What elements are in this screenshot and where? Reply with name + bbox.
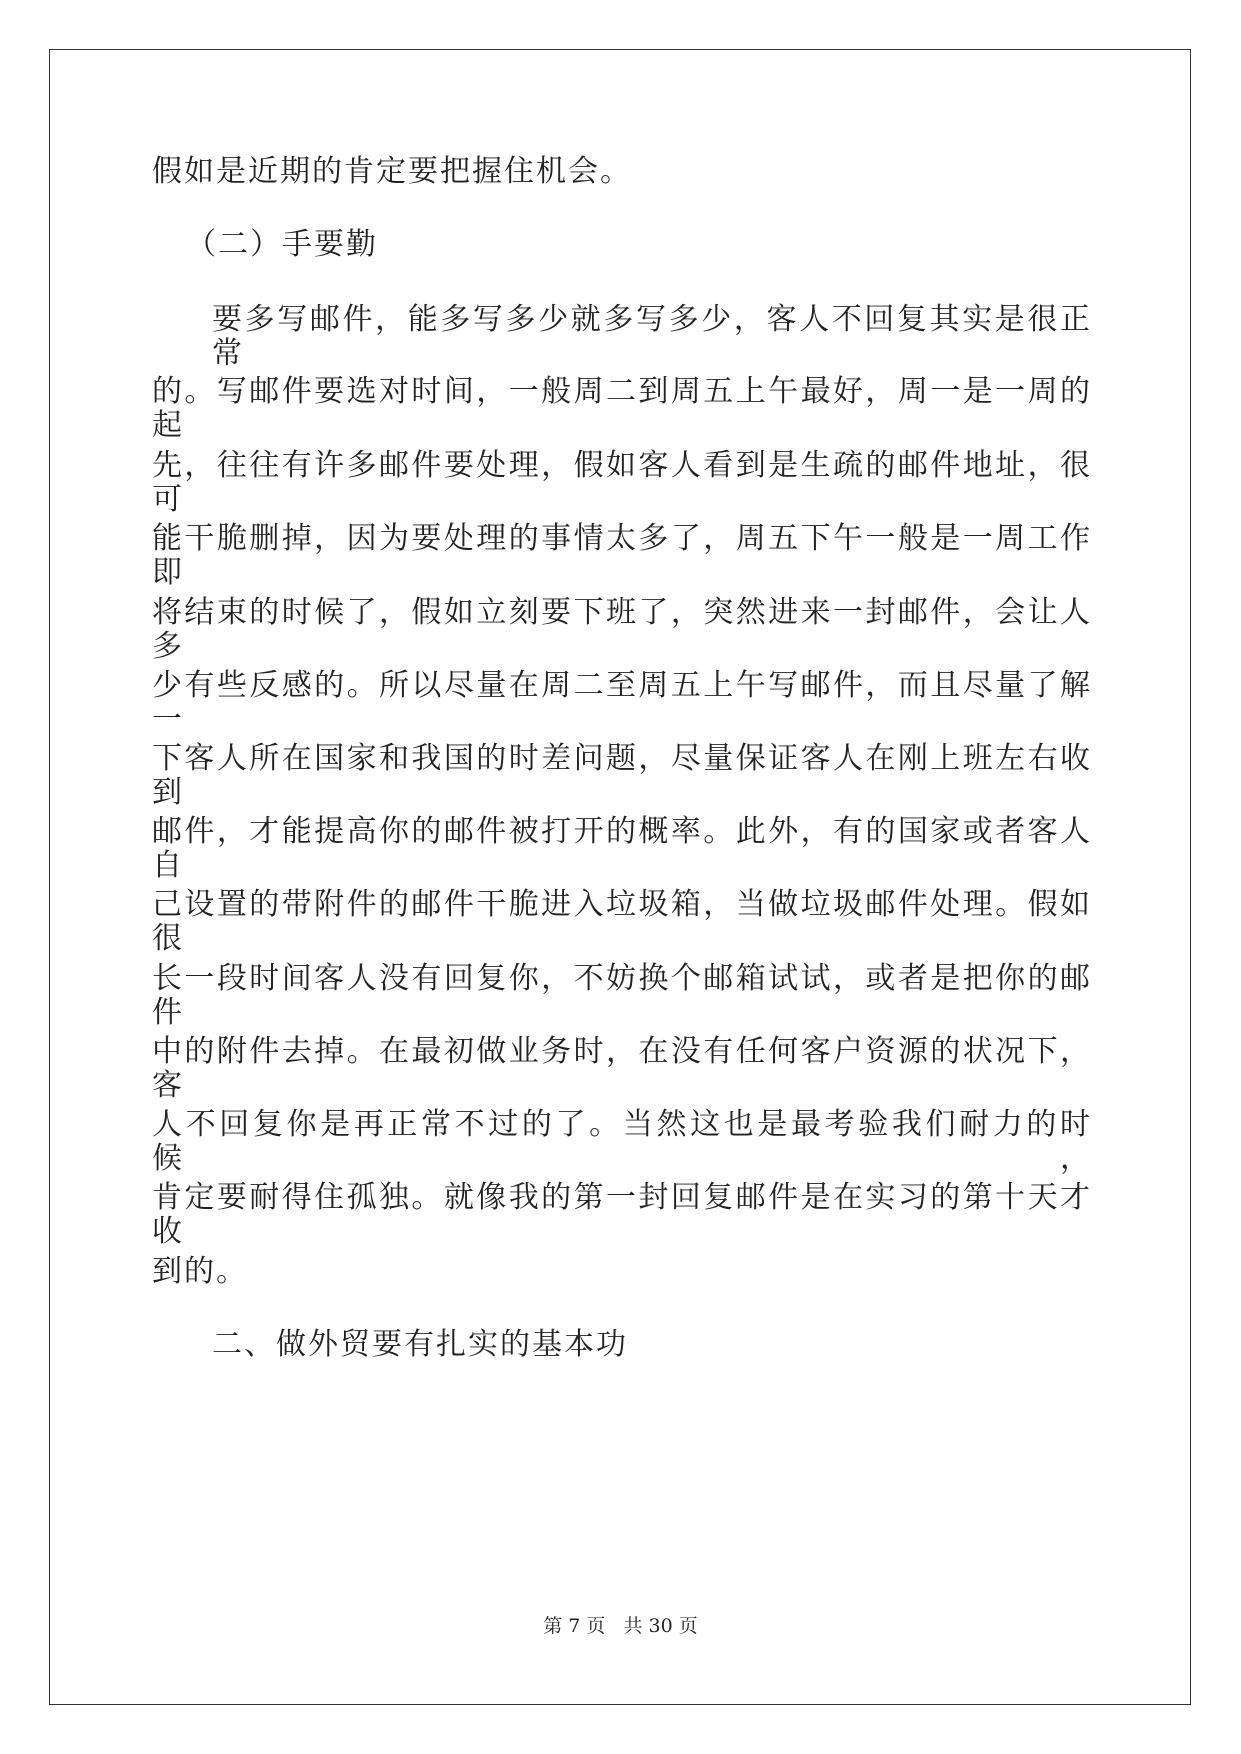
paragraph-line: 中的附件去掉。在最初做业务时，在没有任何客户资源的状况下，客 bbox=[152, 1034, 1092, 1103]
paragraph-line: 长一段时间客人没有回复你，不妨换个邮箱试试，或者是把你的邮件 bbox=[152, 961, 1092, 1030]
page-border bbox=[49, 49, 1191, 1705]
paragraph-line: 少有些反感的。所以尽量在周二至周五上午写邮件，而且尽量了解一 bbox=[152, 668, 1092, 737]
paragraph-line: 肯定要耐得住孤独。就像我的第一封回复邮件是在实习的第十天才收 bbox=[152, 1180, 1092, 1249]
paragraph-line: 下客人所在国家和我国的时差问题，尽量保证客人在刚上班左右收到 bbox=[152, 741, 1092, 810]
paragraph-line: 到的。 bbox=[152, 1254, 248, 1289]
section-heading: （二）手要勤 bbox=[186, 227, 378, 262]
paragraph-line: 人不回复你是再正常不过的了。当然这也是最考验我们耐力的时候， bbox=[152, 1107, 1092, 1176]
paragraph-line: 邮件，才能提高你的邮件被打开的概率。此外，有的国家或者客人自 bbox=[152, 814, 1092, 883]
section-heading: 二、做外贸要有扎实的基本功 bbox=[212, 1327, 628, 1362]
paragraph-line: 能干脆删掉，因为要处理的事情太多了，周五下午一般是一周工作即 bbox=[152, 521, 1092, 590]
paragraph-line: 的。写邮件要选对时间，一般周二到周五上午最好，周一是一周的起 bbox=[152, 374, 1092, 443]
page-number: 第 7 页 bbox=[543, 1615, 606, 1637]
page-footer bbox=[0, 1614, 1241, 1638]
total-pages: 共 30 页 bbox=[623, 1615, 698, 1637]
paragraph-line: 将结束的时候了，假如立刻要下班了，突然进来一封邮件，会让人多 bbox=[152, 595, 1092, 664]
paragraph-line: 先，往往有许多邮件要处理，假如客人看到是生疏的邮件地址，很可 bbox=[152, 448, 1092, 517]
paragraph-line: 要多写邮件，能多写多少就多写多少，客人不回复其实是很正常 bbox=[212, 302, 1092, 371]
paragraph-line: 假如是近期的肯定要把握住机会。 bbox=[152, 154, 632, 189]
paragraph-line: 己设置的带附件的邮件干脆进入垃圾箱，当做垃圾邮件处理。假如很 bbox=[152, 887, 1092, 956]
